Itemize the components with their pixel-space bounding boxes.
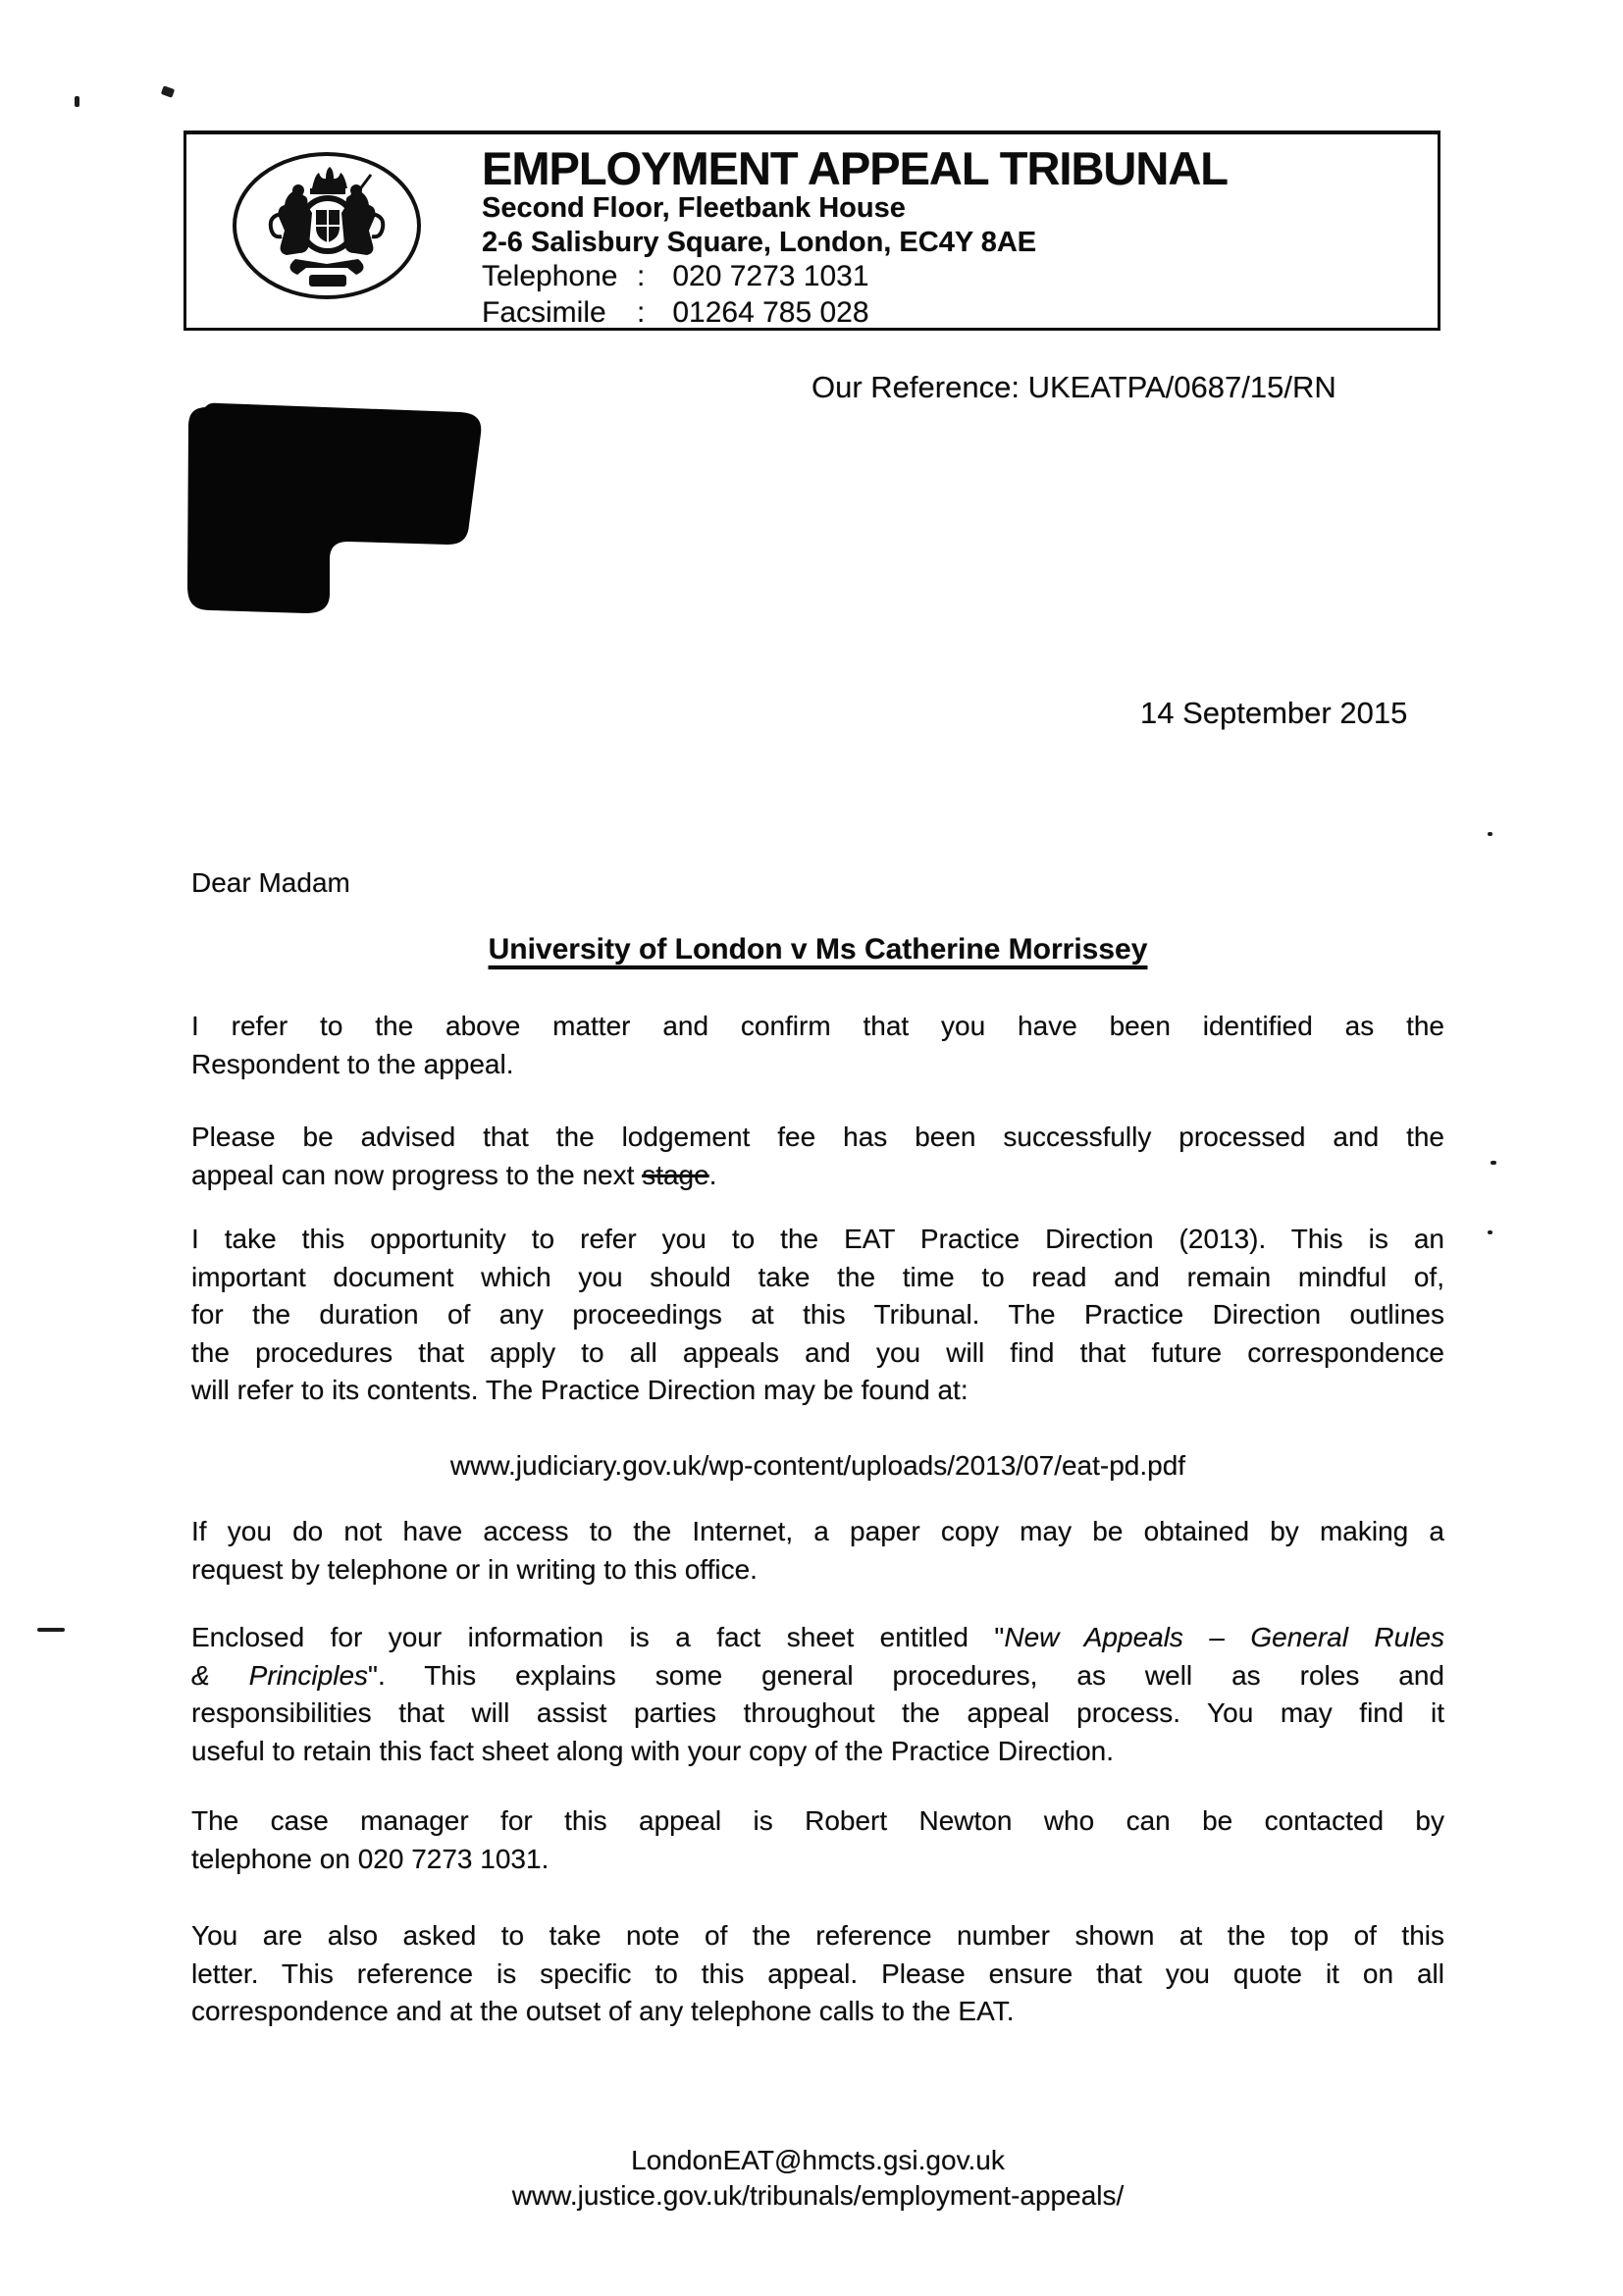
scan-speck xyxy=(1488,832,1492,836)
facsimile-colon: : xyxy=(637,296,646,329)
body-text: ". This explains some general procedures, as well as roles and xyxy=(368,1659,1445,1691)
body-line: the procedures that apply to all appeals and you will find that future correspondence xyxy=(191,1336,1444,1368)
body-line: responsibilities that will assist parties throughout the appeal process. You may find it xyxy=(191,1697,1444,1728)
practice-direction-url: www.judiciary.gov.uk/wp-content/uploads/2013/07/eat-pd.pdf xyxy=(449,1450,1186,1481)
facsimile-label: Facsimile xyxy=(482,296,606,329)
redacted-address-block xyxy=(182,395,496,621)
fact-sheet-title-italic: & Principles xyxy=(191,1659,369,1691)
body-line: important document which you should take the time to read and remain mindful of, xyxy=(191,1261,1444,1292)
salutation: Dear Madam xyxy=(191,867,350,898)
fact-sheet-title-italic: New Appeals – General Rules xyxy=(1004,1622,1444,1652)
body-line: The case manager for this appeal is Robert Newton who can be contacted by xyxy=(191,1805,1444,1836)
facsimile-value: 01264 785 028 xyxy=(672,296,869,329)
body-line xyxy=(191,1657,1444,1696)
scan-speck xyxy=(1491,1161,1496,1165)
letter-date: 14 September 2015 xyxy=(1140,696,1408,730)
telephone-label: Telephone xyxy=(482,260,618,292)
telephone-colon: : xyxy=(637,260,646,292)
paragraph-reference-number xyxy=(191,1917,1444,2031)
telephone-value: 020 7273 1031 xyxy=(672,260,869,292)
body-line: telephone on 020 7273 1031. xyxy=(191,1843,550,1874)
scan-dash-artifact xyxy=(37,1628,65,1632)
body-line xyxy=(191,1619,1444,1657)
body-line: You are also asked to take note of the reference number shown at the top of this xyxy=(191,1920,1444,1951)
body-text-strike-artifact: stage xyxy=(642,1159,709,1190)
paragraph-paper-copy xyxy=(191,1513,1444,1589)
royal-crest-icon xyxy=(229,149,425,301)
body-text: . xyxy=(708,1159,717,1190)
paragraph-respondent xyxy=(191,1008,1444,1083)
body-line: Please be advised that the lodgement fee has been successfully processed and the xyxy=(191,1122,1444,1152)
telephone-line xyxy=(482,260,869,293)
letterhead-box xyxy=(183,130,1440,331)
body-line xyxy=(191,1157,1444,1195)
scan-speck xyxy=(1488,1230,1492,1234)
reference-value: UKEATPA/0687/15/RN xyxy=(1027,370,1336,404)
body-line: for the duration of any proceedings at this Tribunal. The Practice Direction outlines xyxy=(191,1299,1444,1330)
paragraph-case-manager xyxy=(191,1802,1444,1878)
reference-line xyxy=(812,370,1336,405)
case-heading xyxy=(191,933,1444,966)
body-line: useful to retain this fact sheet along with your copy of the Practice Direction. xyxy=(191,1735,1115,1766)
footer-website: www.justice.gov.uk/tribunals/employment-appeals/ xyxy=(511,2180,1125,2211)
body-line: I refer to the above matter and confirm that you have been identified as the xyxy=(191,1011,1444,1041)
paragraph-fact-sheet xyxy=(191,1619,1444,1770)
body-line: will refer to its contents. The Practice Direction may be found at: xyxy=(191,1375,969,1405)
body-line: request by telephone or in writing to this office. xyxy=(191,1553,758,1585)
footer-email: LondonEAT@hmcts.gsi.gov.uk xyxy=(631,2145,1005,2175)
paragraph-practice-direction xyxy=(191,1221,1444,1410)
body-line: Respondent to the appeal. xyxy=(191,1048,514,1079)
reference-label: Our Reference: xyxy=(812,370,1020,404)
body-text: appeal can now progress to the next xyxy=(191,1159,643,1190)
tribunal-title: EMPLOYMENT APPEAL TRIBUNAL xyxy=(482,142,1228,194)
body-text: Enclosed for your information is a fact sheet entitled " xyxy=(191,1622,1005,1652)
body-line: I take this opportunity to refer you to the EAT Practice Direction (2013). This is an xyxy=(191,1224,1444,1254)
body-line: letter. This reference is specific to this appeal. Please ensure that you quote it on all xyxy=(191,1957,1444,1989)
body-line: If you do not have access to the Internet, a paper copy may be obtained by making a xyxy=(191,1516,1444,1546)
address-line-1: Second Floor, Fleetbank House xyxy=(482,192,906,224)
facsimile-line xyxy=(482,296,869,330)
paragraph-lodgement-fee xyxy=(191,1119,1444,1194)
scan-speck xyxy=(161,85,175,98)
body-line: correspondence and at the outset of any telephone calls to the EAT. xyxy=(191,1996,1015,2026)
address-line-2: 2-6 Salisbury Square, London, EC4Y 8AE xyxy=(482,227,1037,258)
case-heading-text: University of London v Ms Catherine Morrissey xyxy=(488,933,1148,965)
scan-speck xyxy=(75,96,79,107)
